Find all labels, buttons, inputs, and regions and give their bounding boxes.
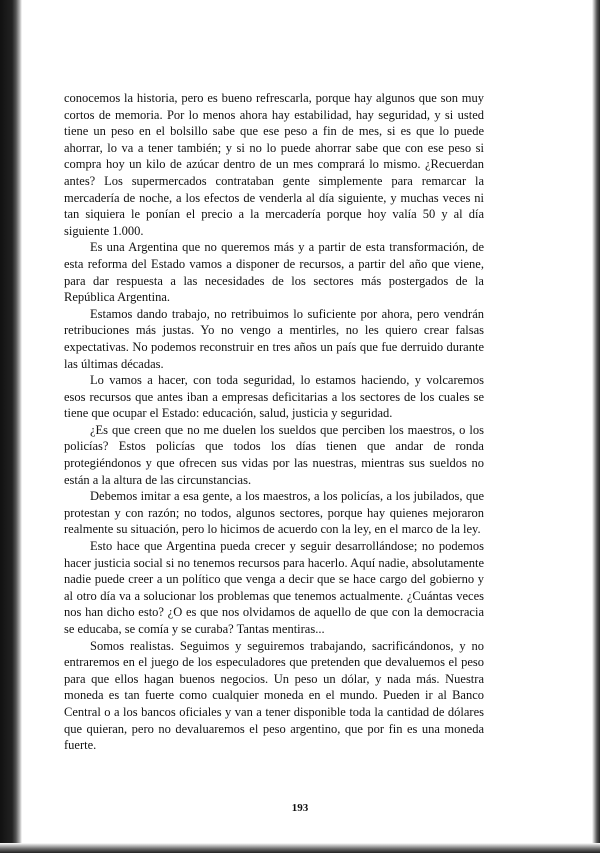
page-number: 193: [291, 802, 309, 814]
paragraph-3: Estamos dando trabajo, no retribuimos lo suficiente por ahora, pero vendrán retribuciones más justas. Yo no vengo a mentirles, no les quiero crear falsas expectativas. No podemos reconstruir en tres años un país que fue derruido durante las últimas décadas.: [64, 306, 484, 371]
scan-edge-right: [592, 0, 600, 853]
page-body: [64, 90, 484, 754]
paragraph-6: Debemos imitar a esa gente, a los maestros, a los policías, a los jubilados, que protestan y con razón; no todos, algunos sectores, porque hay quienes mejoraron realmente su situación, pero lo hicimos de acuerdo con la ley, en el marco de la ley.: [64, 489, 484, 537]
paragraph-4: Lo vamos a hacer, con toda seguridad, lo estamos haciendo, y volcaremos esos recursos que antes iban a empresas deficitarias a los sectores de los cuales se tiene que ocupar el Estado: educación, salud, justicia y seguridad.: [64, 373, 484, 421]
scan-edge-bottom: [0, 843, 600, 853]
scan-edge-left: [0, 0, 22, 853]
paragraph-8: Somos realistas. Seguimos y seguiremos trabajando, sacrificándonos, y no entraremos en el juego de los especuladores que pretenden que devaluemos el peso para que ellos hagan buenos negocios. Un peso un dólar, y nada más. Nuestra moneda es tan fuerte como cualquier moneda en el mundo. Pueden ir al Banco Central o a los bancos oficiales y van a tener disponible toda la cantidad de dólares que quieran, pero no devaluaremos el peso argentino, que por fin es una moneda fuerte.: [64, 638, 484, 753]
paragraph-7: Esto hace que Argentina pueda crecer y seguir desarrollándose; no podemos hacer justicia social si no tenemos recursos para hacerlo. Aquí nadie, absolutamente nadie puede creer a un político que venga a decir que se hace cargo del gobierno y al otro día va a solucionar los problemas que tenemos actualmente. ¿Cuántas veces nos han dicho esto? ¿O es que nos olvidamos de aquello de que con la democracia se educaba, se comía y se curaba? Tantas mentiras...: [64, 539, 484, 636]
paragraph-5: ¿Es que creen que no me duelen los sueldos que perciben los maestros, o los policías? Estos policías que todos los días tienen que andar de ronda protegiéndonos y que ofrecen sus vidas por las nuestras, mientras sus sueldos no están a la altura de las circunstancias.: [64, 422, 484, 487]
paragraph-2: Es una Argentina que no queremos más y a partir de esta transformación, de esta reforma del Estado vamos a disponer de recursos, a partir del año que viene, para dar respuesta a las necesidades de los sectores más postergados de la República Argentina.: [64, 240, 484, 305]
paragraph-1: conocemos la historia, pero es bueno refrescarla, porque hay algunos que son muy cortos de memoria. Por lo menos ahora hay estabilidad, hay seguridad, y si usted tiene un peso en el bolsillo sabe que ese peso a fin de mes, si es que lo puede ahorrar, lo va a tener también; y si no lo puede ahorrar sabe que con ese peso si compra hoy un kilo de azúcar dentro de un mes comprará lo mismo. ¿Recuerdan antes? Los supermercados contrataban gente simplemente para remarcar la mercadería de noche, a los efectos de venderla al día siguiente, y muchas veces ni tan siquiera le ponían el precio a la mercadería porque hoy valía 50 y al día siguiente 1.000.: [64, 91, 484, 238]
